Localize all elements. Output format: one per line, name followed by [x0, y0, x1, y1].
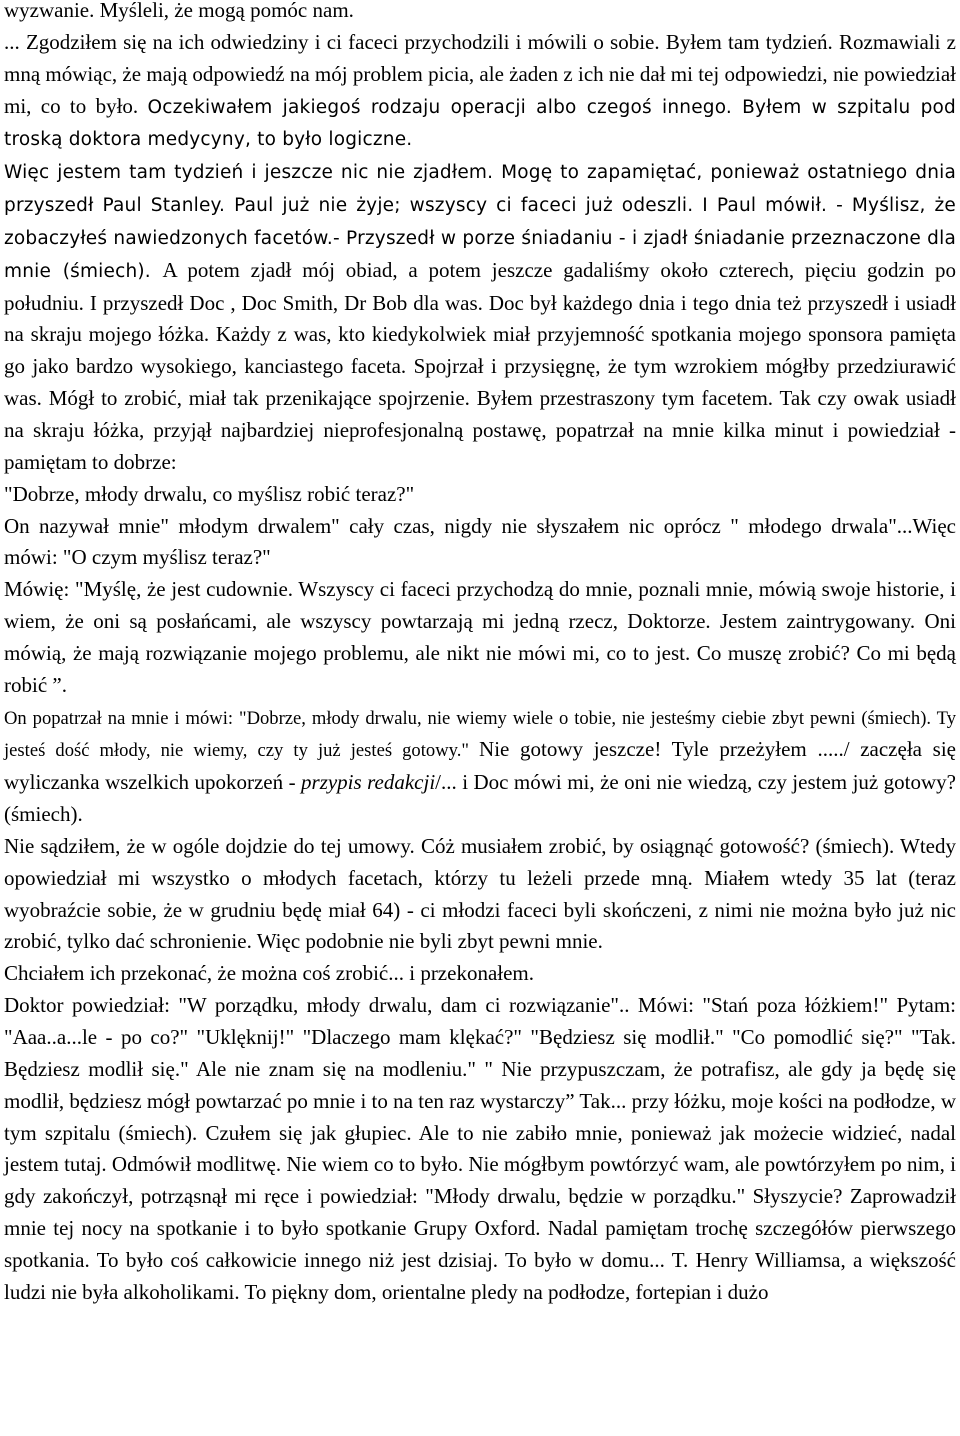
text-run: On popatrzał na mnie i mówi: "Dobrze, młody drwalu, nie wiemy wiele o tobie, nie jesteśmy ciebie zbyt pewni (śmiech). Ty jesteś dość młody, nie wiemy, czy ty już jesteś gotowy." — [4, 707, 956, 762]
text-run: wyzwanie. Myśleli, że mogą pomóc nam. — [4, 0, 354, 22]
document-body — [4, 0, 956, 1309]
paragraph-9 — [4, 958, 956, 990]
text-run: Więc jestem tam tydzień i jeszcze nic nie zjadłem. Mogę to zapamiętać, ponieważ ostatniego dnia przyszedł Paul Stanley. Paul już nie żyje; wszyscy ci faceci już odeszli. I Paul mówił. - Myślisz, że zobaczyłeś nawiedzonych facetów.- Przyszedł w porze śniadaniu - i zjadł śniadanie przeznaczone dla mnie (śmiech). — [4, 162, 956, 282]
paragraph-1 — [4, 0, 956, 27]
text-run: /... i Doc mówi mi, że oni nie wiedzą, czy jestem już gotowy? (śmiech). — [4, 770, 957, 827]
paragraph-10 — [4, 990, 956, 1308]
text-run: Nie sądziłem, że w ogóle dojdzie do tej umowy. Cóż musiałem zrobić, by osiągnąć gotowość? (śmiech). Wtedy opowiedział mi wszystko o młodych facetach, którzy tu leżeli przede mną. Miałem wtedy 35 lat (teraz wyobraźcie sobie, że w grudniu będę miał 64) - ci młodzi faceci byli skończeni, z nimi nie można było już nic zrobić, tylko dać schronienie. Więc podobnie nie byli zbyt pewni mnie. — [4, 833, 956, 954]
text-run: On nazywał mnie" młodym drwalem" cały czas, nigdy nie słyszałem nic oprócz " młodego drwala"...Więc mówi: "O czym myślisz teraz?" — [4, 513, 956, 570]
text-run: Doktor powiedział: "W porządku, młody drwalu, dam ci rozwiązanie".. Mówi: "Stań poza łóżkiem!" Pytam: "Aaa..a...le - po co?" "Uklęknij!" "Dlaczego mam klękać?" "Będziesz się modlił." "Co pomodlić się?" "Tak. Będziesz modlił się." Ale nie znam się na modleniu." " Nie przypuszczam, że potrafisz, ale gdy ja będę się modlił, będziesz mógł powtarzać po mnie i to na ten raz wystarczy” Tak... przy łóżku, moje kości na podłodze, w tym szpitalu (śmiech). Czułem się jak głupiec. Ale to nie zabiło mnie, ponieważ jak możecie widzieć, nadal jestem tutaj. Odmówił modlitwę. Nie wiem co to było. Nie mógłbym powtórzyć wam, ale powtórzyłem po nim, i gdy zakończył, potrząsnął mi ręce i powiedział: "Młody drwalu, będzie w porządku." Słyszycie? Zaprowadził mnie tej nocy na spotkanie i to było spotkanie Grupy Oxford. Nadal pamiętam trochę szczegółów pierwszego spotkania. To było coś całkowicie innego niż jest dzisiaj. To było w domu... T. Henry Williamsa, a większość ludzi nie była alkoholikami. To piękny dom, orientalne pledy na podłodze, fortepian i dużo — [4, 993, 956, 1304]
paragraph-8 — [4, 831, 956, 958]
text-run: "Dobrze, młody drwalu, co myślisz robić teraz?" — [4, 481, 415, 506]
paragraph-3 — [4, 156, 956, 478]
text-run: Mówię: "Myślę, że jest cudownie. Wszyscy ci faceci przychodzą do mnie, poznali mnie, mówią swoje historie, i wiem, że oni są posłańcami, ale wszyscy powtarzają mi jedną rzecz, Doktorze. Jestem zaintrygowany. Oni mówią, że mają rozwiązanie mojego problemu, ale nikt nie mówi mi, co to jest. Co muszę zrobić? Co mi będą robić ”. — [4, 577, 956, 697]
paragraph-7 — [4, 702, 956, 831]
paragraph-5 — [4, 511, 956, 575]
paragraph-6 — [4, 574, 956, 701]
text-run: Oczekiwałem jakiegoś rodzaju operacji albo czegoś innego. Byłem w szpitalu pod troską doktora medycyny, to było logiczne. — [4, 96, 956, 151]
paragraph-4 — [4, 479, 956, 511]
text-run: ... Zgodziłem się na ich odwiedziny i ci faceci przychodzili i mówili o sobie. Byłem tam tydzień. Rozmawiali z mną mówiąc, że mają odpowiedź na mój problem picia, ale żaden z ich nie dał mi tej odpowiedzi, nie powiedział mi, co to było. — [4, 29, 956, 118]
editorial-note: przypis redakcji — [301, 770, 436, 795]
text-run: A potem zjadł mój obiad, a potem jeszcze gadaliśmy około czterech, pięciu godzin po południu. I przyszedł Doc , Doc Smith, Dr Bob dla was. Doc był każdego dnia i tego dnia też przyszedł i usiadł na skraju mojego łóżka. Każdy z was, kto kiedykolwiek miał przyjemność spotkania mojego sponsora pamięta go jako bardzo wysokiego, kanciastego faceta. Spojrzał i przysięgnę, że tym wzrokiem mógłby przedziurawić was. Mógł to zrobić, miał tak przenikające spojrzenie. Byłem przestraszony tym facetem. Tak czy owak usiadł na skraju łóżka, przyjął najbardziej nieprofesjonalną postawę, popatrzał na mnie kilka minut i powiedział - pamiętam to dobrze: — [4, 257, 956, 474]
paragraph-2 — [4, 27, 956, 156]
text-run: Nie gotowy jeszcze! Tyle przeżyłem ...../ zaczęła się wyliczanka wszelkich upokorzeń - — [4, 737, 956, 795]
text-run: Chciałem ich przekonać, że można coś zrobić... i przekonałem. — [4, 961, 535, 986]
